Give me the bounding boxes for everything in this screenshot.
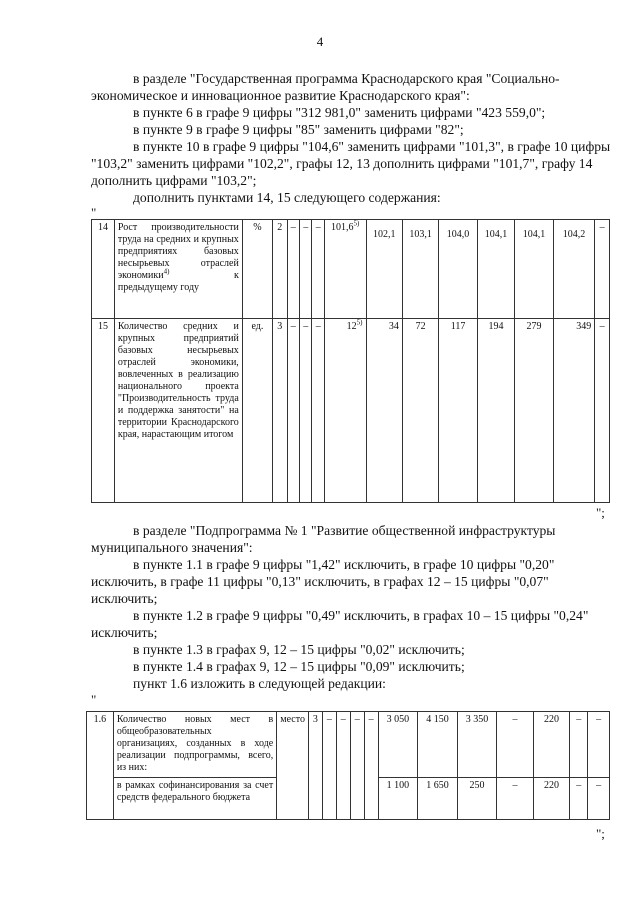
dash-cell: –	[312, 319, 324, 503]
row-number: 1.6	[87, 712, 114, 820]
unit-cell: ед.	[242, 319, 272, 503]
footnote-mark: 5)	[353, 219, 360, 228]
value-cell: 104,0	[439, 220, 477, 319]
value-cell: 34	[366, 319, 402, 503]
closing-quote: ";	[596, 826, 605, 841]
value-cell: –	[570, 712, 588, 778]
value-cell: 1 100	[378, 778, 418, 820]
dash-cell: –	[595, 220, 610, 319]
value-cell: 104,1	[477, 220, 514, 319]
intro-paragraph-2: в пункте 6 в графе 9 цифры "312 981,0" заменить цифрами "423 559,0";	[133, 105, 546, 120]
indicator-text-tail: к предыдущему году	[117, 270, 239, 293]
unit-cell: %	[242, 220, 272, 319]
section2-paragraph-6: пункт 1.6 изложить в следующей редакции:	[133, 676, 386, 691]
value-cell	[324, 319, 366, 503]
value-cell: 102,1	[366, 220, 402, 319]
opening-quote: "	[91, 692, 97, 707]
indicator-description	[114, 220, 242, 319]
opening-quote: "	[91, 205, 97, 220]
value: 101,6	[331, 222, 354, 233]
section2-paragraph-4: в пункте 1.3 в графах 9, 12 – 15 цифры "0,02" исключить;	[133, 642, 465, 657]
value-cell: 104,2	[553, 220, 595, 319]
value-cell: –	[588, 778, 610, 820]
value-cell: 103,1	[402, 220, 438, 319]
page-number: 4	[316, 34, 324, 49]
value-cell: 72	[402, 319, 438, 503]
value-cell	[324, 220, 366, 319]
value-cell: 220	[533, 712, 570, 778]
value-cell: –	[588, 712, 610, 778]
row-number: 15	[92, 319, 115, 503]
dash-cell: –	[287, 319, 299, 503]
value-cell: 3 050	[378, 712, 418, 778]
value-cell: 279	[515, 319, 553, 503]
dash-cell: –	[322, 712, 336, 820]
section2-paragraph-3: в пункте 1.2 в графе 9 цифры "0,49" исключить, в графах 10 – 15 цифры "0,24" исключить;	[91, 608, 589, 640]
intro-paragraph-1: в разделе "Государственная программа Краснодарского края "Социально-экономическое и инновационное развитие Краснодарского края":	[91, 71, 560, 103]
value-cell: –	[497, 778, 533, 820]
dash-cell: –	[336, 712, 350, 820]
table-row-15	[92, 319, 610, 503]
value-cell: 220	[533, 778, 570, 820]
indicators-table	[91, 219, 610, 503]
value-cell: 1 650	[418, 778, 458, 820]
value: 12	[346, 321, 357, 332]
dash-cell: –	[287, 220, 299, 319]
value-cell: 4 150	[418, 712, 458, 778]
value-cell: –	[570, 778, 588, 820]
dash-cell: –	[595, 319, 610, 503]
table-row-1-6	[87, 712, 610, 778]
closing-quote: ";	[596, 505, 605, 520]
table-row-14	[92, 220, 610, 319]
intro-paragraph-5: дополнить пунктами 14, 15 следующего содержания:	[133, 190, 441, 205]
section2-paragraph-1: в разделе "Подпрограмма № 1 "Развитие общественной инфраструктуры муниципального значения":	[91, 523, 556, 555]
footnote-mark: 5)	[356, 318, 363, 327]
dash-cell: –	[350, 712, 364, 820]
intro-paragraph-3: в пункте 9 в графе 9 цифры "85" заменить цифрами "82";	[133, 122, 464, 137]
dash-cell: –	[299, 220, 311, 319]
value-cell: 194	[477, 319, 514, 503]
value-cell: 117	[439, 319, 477, 503]
footnote-mark: 4)	[163, 267, 170, 276]
subitem-description: в рамках софинансирования за счет средств федерального бюджета	[113, 778, 276, 820]
status-cell: 3	[272, 319, 287, 503]
value-cell: 3 350	[457, 712, 497, 778]
section2-paragraph-5: в пункте 1.4 в графах 9, 12 – 15 цифры "0,09" исключить;	[133, 659, 465, 674]
status-cell: 2	[272, 220, 287, 319]
value-cell: 250	[457, 778, 497, 820]
value-cell: 104,1	[515, 220, 553, 319]
status-cell: 3	[308, 712, 322, 820]
dash-cell: –	[312, 220, 324, 319]
dash-cell: –	[364, 712, 378, 820]
value-cell: –	[497, 712, 533, 778]
indicator-text: Рост производительности труда на средних и крупных предприятиях базовых несырьевых отраслей экономики	[117, 222, 239, 281]
unit-cell: место	[277, 712, 309, 820]
section2-paragraph-2: в пункте 1.1 в графе 9 цифры "1,42" исключить, в графе 10 цифры "0,20" исключить, в графе 11 цифры "0,13" исключить, в графах 12 – 15 цифры "0,07" исключить;	[91, 557, 555, 606]
intro-paragraph-4: в пункте 10 в графе 9 цифры "104,6" заменить цифрами "101,3", в графе 10 цифры "103,2" заменить цифрами "102,2", графы 12, 13 дополнить цифрами "101,7", графу 14 дополнить цифрами "103,2";	[91, 139, 611, 188]
indicator-description: Количество новых мест в общеобразовательных организациях, созданных в ходе реализации подпрограммы, всего, из них:	[113, 712, 276, 778]
value-cell: 349	[553, 319, 595, 503]
dash-cell: –	[299, 319, 311, 503]
indicator-description: Количество средних и крупных предприятий базовых несырьевых отраслей экономики, вовлеченных в реализацию национального проекта "Производительность труда и поддержка занятости" на территории Краснодарского края, нарастающим итогом	[114, 319, 242, 503]
row-number: 14	[92, 220, 115, 319]
subprogram-table	[86, 711, 610, 820]
